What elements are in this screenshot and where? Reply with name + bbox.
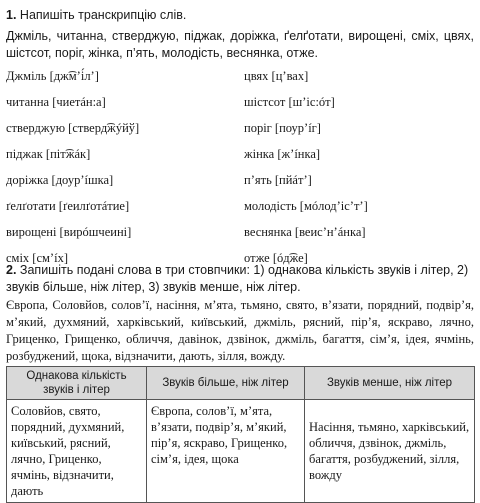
header-fewer-sounds: Звуків менше, ніж літер: [305, 367, 475, 400]
transcription-item: стверджую [стверд͡жýйў]: [6, 121, 140, 135]
transcription-item: доріжка [доур’íшка]: [6, 173, 114, 187]
transcription-left-column: [6, 68, 236, 276]
transcription-item: сміх [см’íх]: [6, 251, 68, 265]
transcription-item: п’ять [пйáт’]: [244, 173, 312, 187]
transcription-item: цвях [ц’вах]: [244, 69, 309, 83]
transcription-item: веснянка [веис’н’áнка]: [244, 225, 366, 239]
task-1-number: 1.: [6, 8, 17, 22]
task-1-heading: [6, 7, 186, 23]
task-2-number: 2.: [6, 263, 17, 277]
task-1-word-list: Джміль, читанна, стверджую, піджак, доріжка, ґелґотати, вирощені, сміх, цвях, шістсот, поріг, жінка, п’ять, молодість, веснянка, отже.: [6, 29, 474, 60]
header-equal-count: Однакова кількість звуків і літер: [7, 367, 147, 400]
header-more-sounds: Звуків більше, ніж літер: [147, 367, 305, 400]
transcription-item: вирощені [вирóшчеині]: [6, 225, 132, 239]
table-header-row: [7, 367, 475, 400]
transcription-item: піджак [піт͡жáк]: [6, 147, 91, 161]
cell-equal-count: Соловйов, свято, порядний, духмяний, київський, рясний, лячно, Гриценко, ячмінь, відзначити, дають: [7, 400, 147, 503]
cell-more-sounds: Європа, солов’ї, м’ята, в’язати, подвір’я, м’який, пір’я, яскраво, Грищенко, сім’я, ідея, щока: [147, 400, 305, 503]
transcription-right-column: [244, 68, 474, 276]
task-2-heading: [6, 262, 474, 296]
task-2-word-list: Європа, Соловйов, солов’ї, насіння, м’ята, тьмяно, свято, в’язати, порядний, подвір’я, м’який, духмяний, харківський, київський, джміль, рясний, пір’я, яскраво, лячно, Гриценко, Грищенко, обличчя, давінок, дзвінок, джміль, багаття, сім’я, ідея, ячмінь, розбуджений, щока, відзначити, дають, зілля, вожду.: [6, 298, 474, 363]
transcription-item: отже [óд͡же]: [244, 251, 308, 265]
transcription-item: ґелґотати [ґеилґотáтие]: [6, 199, 130, 213]
transcription-item: читанна [чиетáн:а]: [6, 95, 106, 109]
table-row: [7, 400, 475, 503]
cell-fewer-sounds: Насіння, тьмяно, харківський, обличчя, дзвінок, джміль, багаття, розбуджений, зілля, вожду: [305, 400, 475, 503]
classification-table: [6, 366, 475, 503]
task-2-instruction: Запишіть подані слова в три стовпчики: 1) однакова кількість звуків і літер, 2) звуків більше, ніж літер, 3) звуків менше, ніж літер.: [6, 263, 469, 294]
transcription-item: молодість [мóлод’іс’т’]: [244, 199, 368, 213]
transcription-item: жінка [ж’íнка]: [244, 147, 321, 161]
transcription-item: Джміль [дж͡м’і́л’]: [6, 69, 99, 83]
task-1-instruction: Напишіть транскрипцію слів.: [19, 8, 187, 22]
transcription-item: поріг [поур’íг]: [244, 121, 321, 135]
transcription-item: шістсот [ш’іс:óт]: [244, 95, 335, 109]
